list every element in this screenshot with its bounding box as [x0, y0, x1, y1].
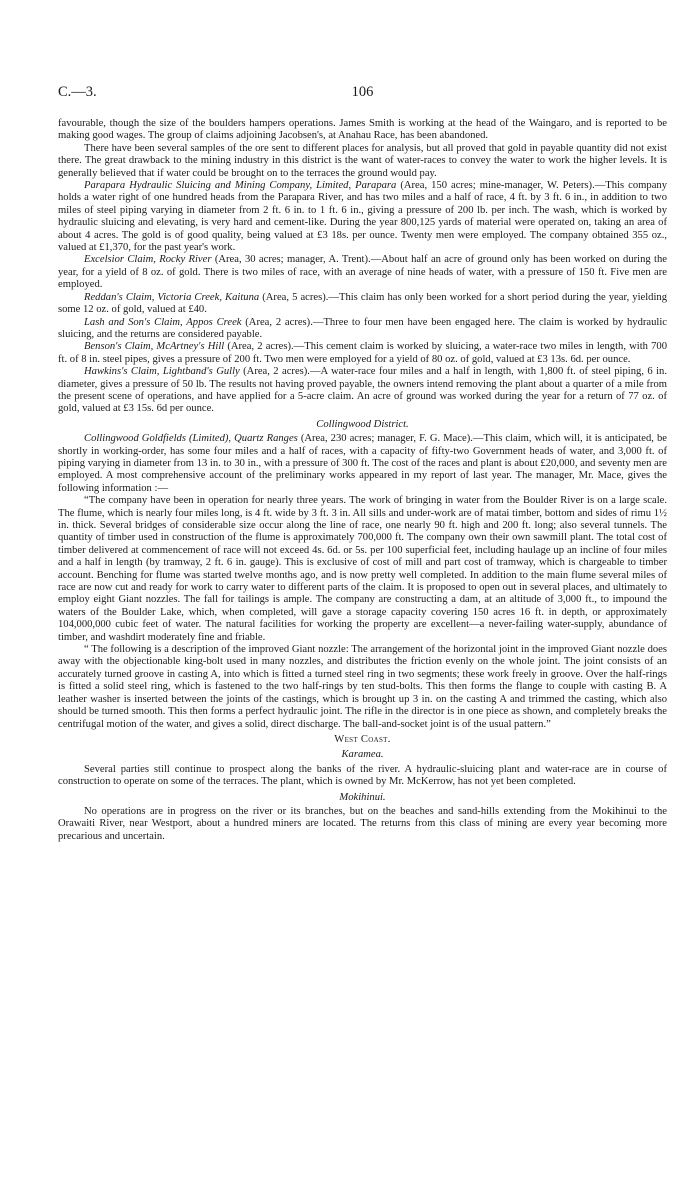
claim-heading: Collingwood Goldfields (Limited), Quartz Ranges	[84, 433, 298, 445]
paragraph-text: “The company have been in operation for nearly three years. The work of bringing in water from the Boulder River is on a large scale. The flume, which is nearly four miles long, is 4 ft. wide by 3 ft. 3 in. All sills and under-work are of matai timber, bottom and sides of rimu 1½ in. thick. Several bridges of considerable size occur along the line of race, one nearly 90 ft. high and 200 ft. long; also several tunnels. The quantity of timber used in construction of the flume is approximately 700,000 ft. The company own their own sawmill plant. The total cost of timber delivered at commencement of race will not exceed 4s. 6d. or 5s. per 100 superficial feet, including haulage up an incline of four miles and a half in length (by tramway, 2 ft. 6 in. gauge). This is exclusive of cost of mill and part cost of tramway, which is chargeable to timber account. Benching for flume was started twelve months ago, and is now pretty well completed. In addition to the main flume several miles of race are now cut and ready for work to carry water to different parts of the claim. It is proposed to open out in several places, and ultimately to employ eight Giant nozzles. The fall for tailings is ample. The company are constructing a dam, at an altitude of 3,000 ft., to impound the waters of the Boulder Lake, which, when completed, will gave a storage capacity covering 150 acres 16 ft. in depth, or approximately 104,000,000 cubic feet of water. The natural facilities for working the property are excellent—a never-failing water-supply, abundance of timber, and washdirt moderately fine and friable.	[58, 495, 667, 643]
claim-heading: Excelsior Claim, Rocky River	[84, 254, 212, 266]
claim-heading: Lash and Son's Claim, Appos Creek	[84, 316, 242, 328]
section-heading: West Coast.	[334, 733, 391, 745]
paragraph	[58, 806, 667, 843]
paragraph-text: Several parties still continue to prospect along the banks of the river. A hydraulic-sluicing plant and water-race are in course of construction to operate on some of the terraces. The plant, which is owned by Mr. McKerrow, has not yet been completed.	[58, 763, 667, 788]
paragraph-text: (Area, 30 acres; manager, A. Trent).—About half an acre of ground only has been worked on during the year, for a yield of 8 oz. of gold. There is two miles of race, with an average of nine heads of water, with a pressure of 150 ft. Five men are employed.	[58, 254, 667, 291]
claim-paragraph	[58, 366, 667, 416]
district-heading: Mokihinui.	[339, 791, 386, 803]
paragraph-text: (Area, 2 acres).—This cement claim is worked by sluicing, a water-race two miles in length, with 700 ft. of 8 in. steel pipes, gives a pressure of 200 ft. Two men were employed for a yield of 80 oz. of gold, valued at £3 13s. 6d. per ounce.	[58, 341, 667, 365]
district-heading: Karamea.	[341, 749, 384, 761]
claim-heading: Benson's Claim, McArtney's Hill	[84, 341, 225, 353]
paragraph-text: “ The following is a description of the improved Giant nozzle: The arrangement of the horizontal joint in the improved Giant nozzle does away with the objectionable king-bolt used in many nozzles, and distributes the friction evenly on the whole joint. The joint consists of an accurately turned groove in casting A, into which is fitted a turned steel ring in two segments; these work freely in groove. Over the half-rings is fitted a solid steel ring, which is fastened to the two half-rings by ten stud-bolts. This then forms the flange to couple with casting B. A leather washer is inserted between the joints of the castings, which is brought up 3 in. on the casting A and trimmed the casting, which also should be turned smooth. This then forms a perfect hydraulic joint. The rifle in the director is in one piece as shown, and completely breaks the centrifugal motion of the water, and gives a solid, direct discharge. The ball-and-socket joint is of the usual pattern.”	[58, 644, 667, 730]
page-header	[58, 84, 667, 118]
claim-heading: Parapara Hydraulic Sluicing and Mining Company, Limited, Parapara	[84, 180, 397, 192]
quoted-paragraph	[58, 495, 667, 644]
claim-heading: Reddan's Claim, Victoria Creek, Kaituna	[84, 291, 260, 303]
claim-paragraph	[58, 292, 667, 317]
claim-paragraph	[58, 317, 667, 342]
paragraph-text: (Area, 5 acres).—This claim has only been worked for a short period during the year, yielding some 12 oz. of gold, valued at £40.	[58, 291, 667, 316]
paragraph	[58, 764, 667, 789]
paragraph-text: No operations are in progress on the river or its branches, but on the beaches and sand-hills extending from the Mokihinui to the Orawaiti River, near Westport, about a hundred miners are located. The returns from this class of mining are every year becoming more precarious and uncertain.	[58, 805, 667, 842]
claim-heading: Hawkins's Claim, Lightband's Gully	[84, 366, 240, 378]
claim-paragraph	[58, 433, 667, 495]
claim-paragraph	[58, 341, 667, 366]
claim-paragraph	[58, 254, 667, 291]
paragraph	[58, 143, 667, 180]
paragraph-text: favourable, though the size of the boulders hampers operations. James Smith is working at the head of the Waingaro, and is reported to be making good wages. The group of claims adjoining Jacobsen's, at Anahau Race, has been abandoned.	[58, 118, 667, 142]
paragraph-text: There have been several samples of the ore sent to different places for analysis, but all proved that gold in payable quantity did not exist there. The great drawback to the mining industry in this district is the want of water-races to convey the water to work the higher levels. It is generally believed that if water could be brought on to the terraces the ground would pay.	[58, 142, 667, 179]
paragraph-text: (Area, 150 acres; mine-manager, W. Peters).—This company holds a water right of one hundred heads from the Parapara River, and has two miles and a half of race, 4 ft. by 3 ft. 6 in., in addition to two miles of steel piping varying in diameter from 2 ft. 6 in. to 1 ft. 6 in., giving a pressure of 200 lb. per inch. The wash, which is worked by hydraulic sluicing and elevating, is very hard and cement-like. During the year 800,125 yards of material were operated on, taking an area of about 4 acres. The gold is of good quality, being valued at £3 18s. per ounce. Twenty men were employed. The company obtained 355 oz., valued at £1,370, for the past year's work.	[58, 180, 667, 254]
page-number: 106	[351, 84, 374, 100]
paragraph-text: (Area, 2 acres).—A water-race four miles and a half in length, with 1,800 ft. of steel piping, 6 in. diameter, gives a pressure of 50 lb. The results not having proved payable, the owners intend removing the plant about a quarter of a mile from the present scene of operations, and have applied for a 5-acre claim. An acre of ground was worked during the year for a return of 77 oz. of gold, valued at £3 15s. 6d per ounce.	[58, 366, 667, 415]
paragraph-text: (Area, 2 acres).—Three to four men have been engaged here. The claim is worked by hydraulic sluicing, and the returns are considered payable.	[58, 316, 667, 340]
document-reference: C.—3.	[58, 84, 97, 100]
paragraph	[58, 118, 667, 143]
claim-paragraph	[58, 180, 667, 254]
paragraph-text: (Area, 230 acres; manager, F. G. Mace).—This claim, which will, it is anticipated, be shortly in working-order, has some four miles and a half of races, with a capacity of fifty-two Government heads of water, and 3,000 ft. of piping varying in diameter from 13 in. to 30 in., with a pressure of 300 ft. The cost of the races and plant is about £20,000, and seventy men are employed. A most comprehensive account of the preliminary works appeared in my report of last year. The manager, Mr. Mace, gives the following information :—	[58, 433, 667, 494]
body-text	[58, 118, 667, 843]
quoted-paragraph	[58, 644, 667, 731]
district-heading: Collingwood District.	[316, 418, 409, 430]
